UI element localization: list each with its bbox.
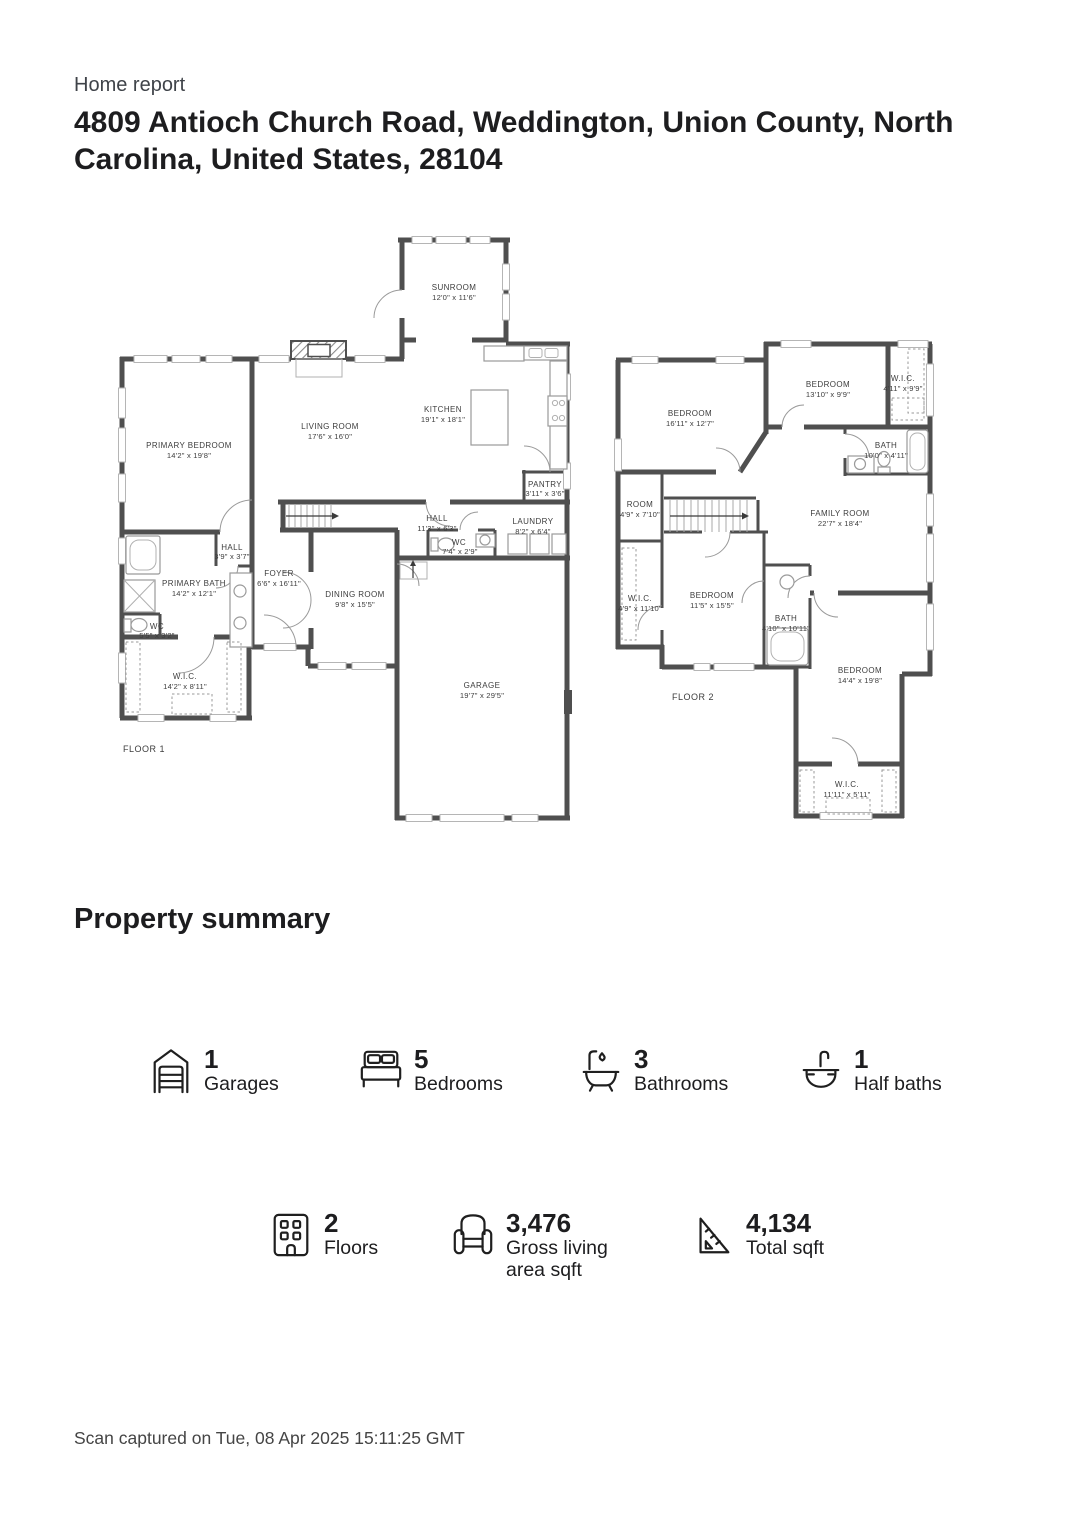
floor2-walls <box>616 342 932 818</box>
garages-value: 1 <box>204 1044 219 1074</box>
room-dims: 9'8" x 15'5" <box>335 600 375 609</box>
room-dims: 5'5" x 3'2" <box>139 631 175 640</box>
room-dims: 13'10" x 9'9" <box>805 390 851 399</box>
room-label: BATH <box>774 614 798 623</box>
toilet-tank <box>431 538 438 551</box>
room-dims: 4'10" x 10'11" <box>761 624 811 633</box>
summary-title: Property summary <box>74 903 331 935</box>
summary-item-total-sqft <box>690 1210 871 1260</box>
bathrooms-label: Bathrooms <box>634 1073 729 1095</box>
address-line2: Carolina, United States, 28104 <box>74 143 503 176</box>
summary-item-bedrooms <box>358 1046 539 1096</box>
room-label: W.I.C. <box>834 780 860 789</box>
room-dims: 22'7" x 18'4" <box>817 519 863 528</box>
room-label: KITCHEN <box>424 405 462 414</box>
room-dims: 10'0" x 4'11" <box>864 451 908 460</box>
room-label: LAUNDRY <box>512 517 554 526</box>
floors-value: 2 <box>324 1208 339 1238</box>
room-dims: 14'2" x 8'11" <box>163 682 207 691</box>
garages-label: Garages <box>204 1073 279 1095</box>
stove <box>548 396 567 426</box>
bathtub <box>126 536 160 574</box>
room-dims: 17'6" x 16'0" <box>307 432 353 441</box>
total-sqft-value: 4,134 <box>746 1208 812 1238</box>
room-dims: 4'11" x 9'9" <box>883 384 923 393</box>
room-label: LIVING ROOM <box>301 422 359 431</box>
room-dims: 11'5" x 15'5" <box>690 601 734 610</box>
floor1-stairs <box>286 504 339 528</box>
address-line1: 4809 Antioch Church Road, Weddington, Union County, North <box>74 106 954 139</box>
room-dims: 6'6" x 16'11" <box>257 579 301 588</box>
toilet-tank <box>878 467 890 473</box>
bathrooms-value: 3 <box>634 1044 649 1074</box>
room-label: SUNROOM <box>431 283 477 292</box>
page-title-address <box>74 104 1014 178</box>
room-dims: 4'9" x 7'10" <box>620 510 660 519</box>
room-dims: 7'4" x 2'9" <box>442 547 478 556</box>
room-dims: 8'2" x 6'4" <box>515 527 551 536</box>
floor2-plan <box>610 336 940 828</box>
room-label: HALL <box>221 543 243 552</box>
room-label: PRIMARY BEDROOM <box>146 441 232 450</box>
sink <box>234 617 246 629</box>
gross-living-label: Gross living area sqft <box>506 1237 608 1281</box>
room-label: ROOM <box>626 500 654 509</box>
total-sqft-label: Total sqft <box>746 1237 825 1259</box>
room-dims: 11'11" x 5'11" <box>823 790 871 799</box>
room-dims: 11'3" x 6'3" <box>417 524 457 533</box>
room-label: W.I.C. <box>172 672 198 681</box>
room-label: FOYER <box>264 569 294 578</box>
kitchen-island <box>471 390 508 445</box>
summary-item-bathrooms <box>578 1046 759 1096</box>
room-dims: 16'11" x 12'7" <box>665 419 715 428</box>
report-label: Home report <box>74 74 186 96</box>
room-label: PRIMARY BATH <box>162 579 226 588</box>
summary-item-garages <box>148 1046 329 1096</box>
room-label: HALL <box>426 514 448 523</box>
room-label: BEDROOM <box>689 591 735 600</box>
floors-label: Floors <box>324 1237 379 1259</box>
bathtub-icon <box>578 1046 624 1096</box>
floor2-room-labels <box>618 374 923 799</box>
building-icon <box>268 1210 314 1260</box>
room-label: WC <box>451 538 467 547</box>
floor2-stairs <box>670 500 758 532</box>
room-label: WC <box>149 622 165 631</box>
half-baths-value: 1 <box>854 1044 869 1074</box>
room-label: BEDROOM <box>667 409 713 418</box>
toilet-tank <box>124 619 131 632</box>
room-dims: 19'1" x 18'1" <box>420 415 466 424</box>
bed-icon <box>358 1046 404 1096</box>
gross-living-value: 3,476 <box>506 1208 572 1238</box>
room-label: GARAGE <box>463 681 501 690</box>
room-dims: 3'11" x 3'6" <box>525 489 565 498</box>
dryer <box>530 534 549 554</box>
garage-door-marker <box>564 690 572 714</box>
scan-capture-note: Scan captured on Tue, 08 Apr 2025 15:11:25 GMT <box>74 1428 465 1448</box>
room-dims: 14'4" x 19'8" <box>837 676 883 685</box>
room-label: PANTRY <box>527 480 563 489</box>
room-label: W.I.C. <box>627 594 653 603</box>
sink <box>780 575 794 589</box>
room-label: BEDROOM <box>837 666 883 675</box>
room-label: FAMILY ROOM <box>810 509 870 518</box>
room-dims: 14'2" x 12'1" <box>171 589 217 598</box>
room-dims: 14'2" x 19'8" <box>166 451 212 460</box>
bedrooms-value: 5 <box>414 1044 429 1074</box>
floor1-plan <box>118 228 574 828</box>
room-dims: 12'0" x 11'6" <box>432 293 476 302</box>
room-label: DINING ROOM <box>325 590 385 599</box>
room-label: BEDROOM <box>805 380 851 389</box>
sink <box>234 585 246 597</box>
floor2-door-arcs <box>638 405 869 764</box>
ruler-icon <box>690 1210 736 1260</box>
sofa-icon <box>450 1210 496 1260</box>
kitchen-counter <box>484 346 524 361</box>
bedrooms-label: Bedrooms <box>414 1073 503 1095</box>
room-dims: 4'9" x 11'10" <box>618 604 662 613</box>
sink-icon <box>798 1046 844 1096</box>
floor1-label: FLOOR 1 <box>123 744 166 754</box>
room-label: W.I.C. <box>890 374 916 383</box>
bath-vanity <box>230 573 252 647</box>
summary-item-half-baths <box>798 1046 979 1096</box>
summary-item-gross-living <box>450 1210 631 1281</box>
half-baths-label: Half baths <box>854 1073 942 1095</box>
washer <box>508 534 527 554</box>
wc-sink <box>480 535 490 545</box>
sink <box>855 459 866 470</box>
room-label: BATH <box>874 441 898 450</box>
room-dims: 19'7" x 29'5" <box>459 691 505 700</box>
garage-icon <box>148 1046 194 1096</box>
toilet-bowl <box>131 619 147 632</box>
bathtub <box>767 628 808 665</box>
room-dims: 3'9" x 3'7" <box>214 552 250 561</box>
summary-item-floors <box>268 1210 449 1260</box>
floor2-label: FLOOR 2 <box>672 692 715 702</box>
floor1-walls <box>120 238 570 820</box>
